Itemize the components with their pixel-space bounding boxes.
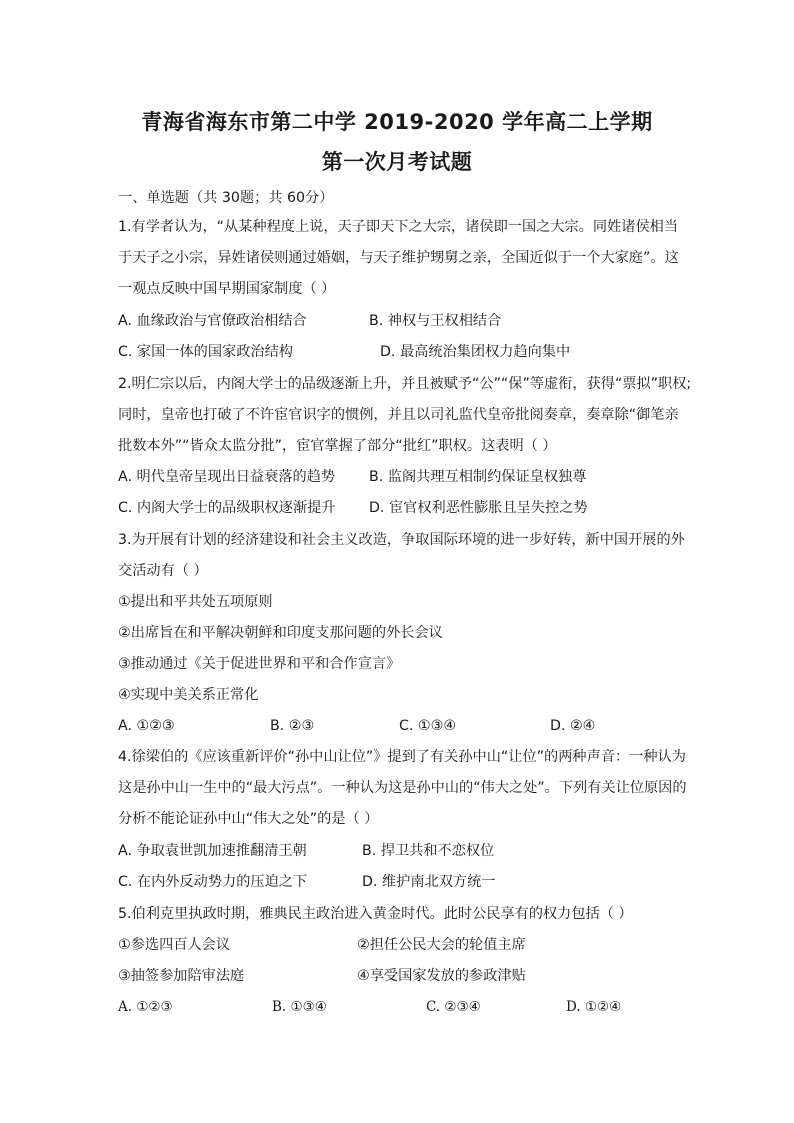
q5-option-b: B. ①③④ xyxy=(272,999,327,1015)
q1-option-c: C. 家国一体的国家政治结构 xyxy=(118,344,293,360)
q3-stem-line1: 3.为开展有计划的经济建设和社会主义改造，争取国际环境的进一步好转，新中国开展的外 xyxy=(118,532,685,548)
q3-option-c: C. ①③④ xyxy=(399,718,457,734)
q1-option-b: B. 神权与王权相结合 xyxy=(369,313,502,329)
q1-option-a: A. 血缘政治与官僚政治相结合 xyxy=(118,313,307,329)
q5-item-1: ①参选四百人会议 xyxy=(118,937,231,953)
q2-stem-line1: 2.明仁宗以后，内阁大学士的品级逐渐上升，并且被赋予“公”“保”等虚衔，获得“票拟”职权; xyxy=(118,376,692,392)
q2-option-d: D. 宦官权利恶性膨胀且呈失控之势 xyxy=(369,500,588,516)
q3-item-3: ③推动通过《关于促进世界和平和合作宣言》 xyxy=(118,656,401,672)
q4-stem-line3: 分析不能论证孙中山“伟大之处”的是（ ） xyxy=(118,811,379,827)
q2-option-b: B. 监阁共理互相制约保证皇权独尊 xyxy=(369,469,587,485)
exam-title-line2: 第一次月考试题 xyxy=(321,150,473,174)
q5-option-d: D. ①②④ xyxy=(566,999,622,1015)
q2-option-c: C. 内阁大学士的品级职权逐渐提升 xyxy=(118,500,336,516)
q5-stem-line1: 5.伯利克里执政时期，雅典民主政治进入黄金时代。此时公民享有的权力包括（ ） xyxy=(118,906,633,922)
q3-item-2: ②出席旨在和平解决朝鲜和印度支那问题的外长会议 xyxy=(118,625,443,641)
q4-option-b: B. 捍卫共和不恋权位 xyxy=(362,843,495,859)
q2-stem-line2: 同时，皇帝也打破了不许宦官识字的惯例，并且以司礼监代皇帝批阅奏章，奏章除“御笔亲 xyxy=(118,407,679,423)
q5-item-4: ④享受国家发放的参政津贴 xyxy=(357,968,526,984)
q5-option-a: A. ①②③ xyxy=(118,999,173,1015)
q1-stem-line3: 一观点反映中国早期国家制度（ ） xyxy=(118,281,336,297)
q4-option-d: D. 维护南北双方统一 xyxy=(362,874,496,890)
q5-item-2: ②担任公民大会的轮值主席 xyxy=(357,937,526,953)
q4-stem-line1: 4.徐梁伯的《应该重新评价“孙中山让位”》提到了有关孙中山“让位”的两种声音：一种认为 xyxy=(118,749,686,765)
q1-stem-line2: 于天子之小宗，异姓诸侯则通过婚姻，与天子维护甥舅之亲，全国近似于一个大家庭”。这 xyxy=(118,250,679,266)
q3-option-a: A. ①②③ xyxy=(118,718,175,734)
q3-item-4: ④实现中美关系正常化 xyxy=(118,687,259,703)
q4-stem-line2: 这是孙中山一生中的“最大污点”。一种认为这是孙中山的“伟大之处”。下列有关让位原因的 xyxy=(118,780,687,796)
q1-option-d: D. 最高统治集团权力趋向集中 xyxy=(380,344,571,360)
q1-stem-line1: 1.有学者认为，“从某种程度上说，天子即天下之大宗，诸侯即一国之大宗。同姓诸侯相当 xyxy=(118,219,679,235)
q4-option-a: A. 争取袁世凯加速推翻清王朝 xyxy=(118,843,307,859)
section-header: 一、单选题（共 30题；共 60分） xyxy=(118,190,334,206)
q2-stem-line3: 批数本外”“皆众太监分批”，宦官掌握了部分“批红”职权。这表明（ ） xyxy=(118,438,557,454)
exam-title-line1: 青海省海东市第二中学 2019-2020 学年高二上学期 xyxy=(141,110,653,134)
q3-option-d: D. ②④ xyxy=(550,718,596,734)
q5-item-3: ③抽签参加陪审法庭 xyxy=(118,968,245,984)
q3-item-1: ①提出和平共处五项原则 xyxy=(118,594,273,610)
q3-option-b: B. ②③ xyxy=(270,718,315,734)
q2-option-a: A. 明代皇帝呈现出日益衰落的趋势 xyxy=(118,469,336,485)
q4-option-c: C. 在内外反动势力的压迫之下 xyxy=(118,874,308,890)
q5-option-c: C. ②③④ xyxy=(426,999,481,1015)
q3-stem-line2: 交活动有（ ） xyxy=(118,563,208,579)
